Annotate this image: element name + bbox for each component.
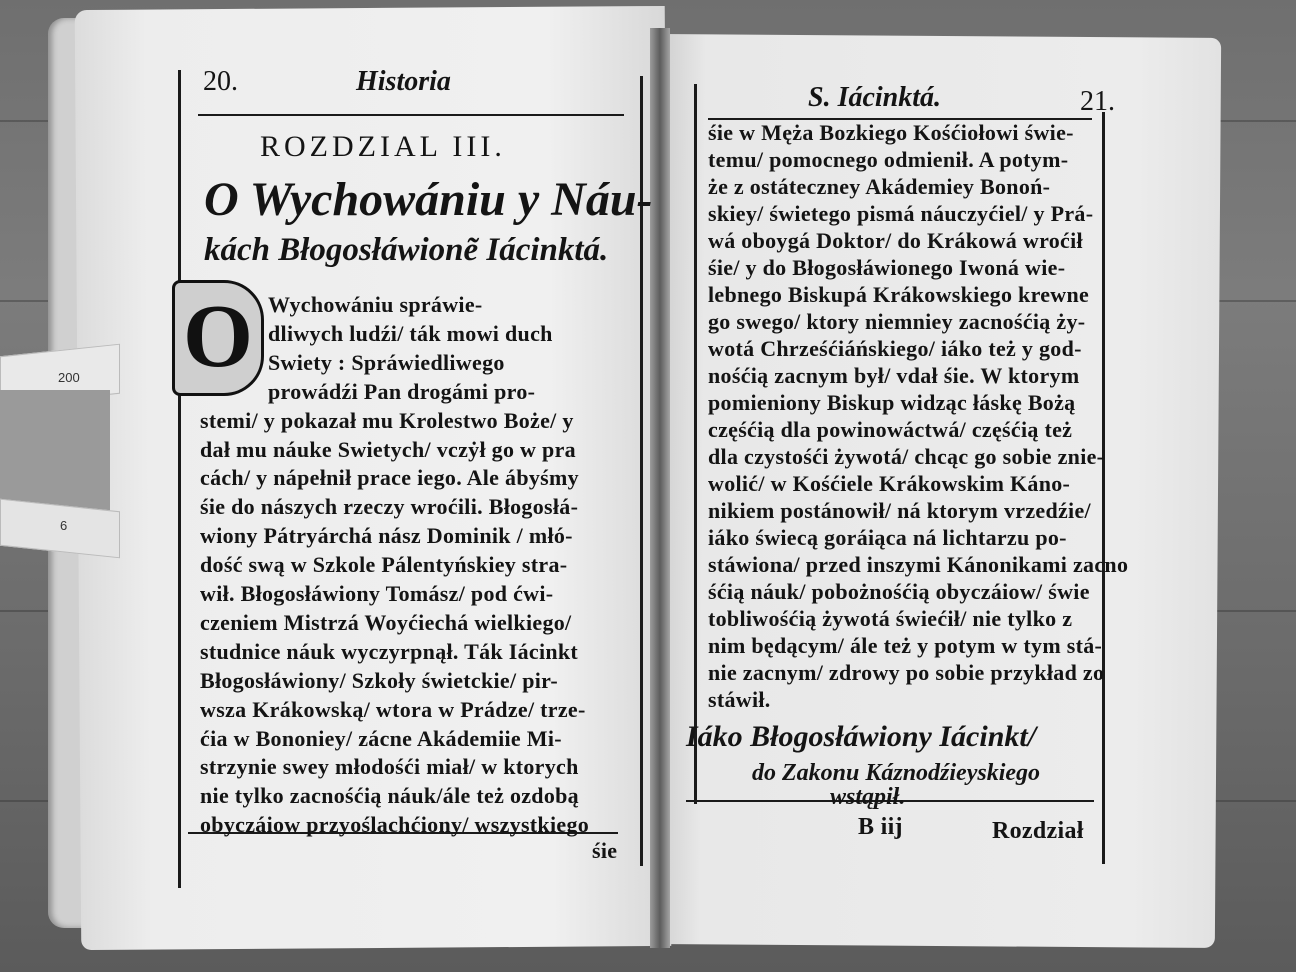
text-line: stemi/ y pokazał mu Krolestwo Boże/ y: [200, 407, 574, 433]
chapter-title-line1: O Wychowániu y Náu-: [204, 173, 653, 226]
text-line: Wychowániu spráwie-: [268, 292, 483, 317]
right-page-number: 21.: [1080, 86, 1115, 117]
text-line: stáwił.: [708, 687, 771, 712]
text-line: stáwiona/ przed inszymi Kánonikami zacno: [708, 552, 1129, 577]
text-line: iáko świecą goráiąca ná lichtarzu po-: [708, 525, 1067, 550]
right-frame-rule-right: [1102, 112, 1105, 864]
section-title-line1: Iáko Błogosłáwiony Iácinkt/: [686, 720, 1037, 753]
text-line: obyczáiow przyoślachćiony/ wszystkiego: [200, 812, 590, 838]
book-gutter: [650, 28, 670, 948]
text-line: dla czystośći żywotá/ chcąc go sobie znie-: [708, 444, 1105, 469]
text-line: nie tylko zacnośćią náuk/ále też ozdobą: [200, 783, 579, 809]
text-line: wá oboygá Doktor/ do Krákowá wroćił: [708, 228, 1083, 253]
text-line: studnice náuk wyczyrpnął. Ták Iácinkt: [200, 638, 579, 664]
text-line: czeniem Mistrzá Woyćiechá wielkiego/: [200, 609, 572, 635]
text-line: Swiety : Spráwiedliwego: [268, 349, 505, 375]
chapter-heading: ROZDZIAL III.: [260, 130, 506, 163]
text-line: częśćią dla powinowáctwá/ częśćią też: [708, 417, 1073, 442]
text-line: wsza Krákowską/ wtora w Prádze/ trze-: [200, 696, 586, 722]
text-line: go swego/ ktory niemniey zacnośćią ży-: [708, 309, 1086, 334]
text-line: śie w Męża Bozkiego Kośćiołowi świe-: [708, 120, 1074, 145]
text-line: tobliwośćią żywotá świećił/ nie tylko z: [708, 606, 1073, 631]
text-line: że z ostáteczney Akádemiey Bonoń-: [708, 174, 1051, 199]
text-line: wiony Pátryárchá nász Dominik / młó-: [200, 523, 573, 549]
left-frame-rule-left: [178, 70, 181, 888]
decorated-initial: O: [172, 280, 264, 396]
left-page-number: 20.: [203, 66, 238, 97]
text-line: cách/ y nápełnił prace iego. Ale ábyśmy: [200, 465, 579, 491]
right-frame-rule-left: [694, 84, 697, 804]
text-line: śie do nászych rzeczy wroćili. Błogosłá-: [200, 494, 579, 520]
section-title-line2: do Zakonu Káznodźieyskiego: [752, 760, 1041, 786]
text-line: śie/ y do Błogosłáwionego Iwoná wie-: [708, 255, 1066, 280]
text-line: ćia w Bononiey/ zácne Akádemiie Mi-: [200, 725, 562, 751]
text-line: dliwych ludźi/ ták mowi duch: [268, 320, 553, 346]
text-line: prowádźi Pan drogámi pro-: [268, 378, 536, 404]
text-line: Błogosłáwiony/ Szkoły świetckie/ pir-: [200, 667, 559, 693]
ruler-label-side: 6: [60, 518, 68, 533]
text-line: strzynie swey młodośći miał/ w ktorych: [200, 754, 579, 780]
left-running-head: Historia: [356, 66, 451, 97]
text-line: dość swą w Szkole Pálentyńskiey stra-: [200, 552, 568, 578]
text-line: wił. Błogosłáwiony Tomász/ pod ćwi-: [200, 581, 554, 606]
left-head-rule: [198, 114, 624, 116]
text-line: lebnego Biskupá Krákowskiego krewne: [708, 282, 1090, 307]
text-line: nie zacnym/ zdrowy po sobie przykład zo: [708, 660, 1105, 685]
section-title-line3: wstąpił.: [830, 784, 906, 810]
text-line: temu/ pomocnego odmienił. A potym-: [708, 147, 1069, 172]
text-line: skiey/ świetego pismá náuczyćiel/ y Prá-: [708, 201, 1094, 226]
text-line: wolić/ w Kośćiele Krákowskim Káno-: [708, 471, 1071, 496]
right-running-head: S. Iácinktá.: [808, 82, 942, 113]
text-line: wotá Chrześćiáńskiego/ iáko też y god-: [708, 336, 1082, 361]
ruler: [0, 350, 118, 570]
text-line: pomieniony Biskup widząc łáskę Bożą: [708, 390, 1076, 415]
left-catchword: śie: [592, 838, 618, 863]
text-line: nikiem postánowił/ ná ktorym vrzedźie/: [708, 498, 1091, 523]
right-catchword: Rozdział: [992, 818, 1084, 844]
text-line: nim będącym/ ále też y potym w tym stá-: [708, 633, 1103, 658]
ruler-label-top: 200: [58, 370, 80, 385]
text-line: dał mu náuke Swietych/ vczẏł go w pra: [200, 436, 576, 462]
chapter-title-line2: kách Błogosłáwionẽ Iácinktá.: [204, 232, 609, 268]
text-line: śćią náuk/ pobożnośćią obyczáiow/ świe: [708, 579, 1090, 604]
text-line: nośćią zacnym był/ vdał śie. W ktorym: [708, 363, 1080, 388]
signature-mark: B iij: [858, 814, 903, 840]
